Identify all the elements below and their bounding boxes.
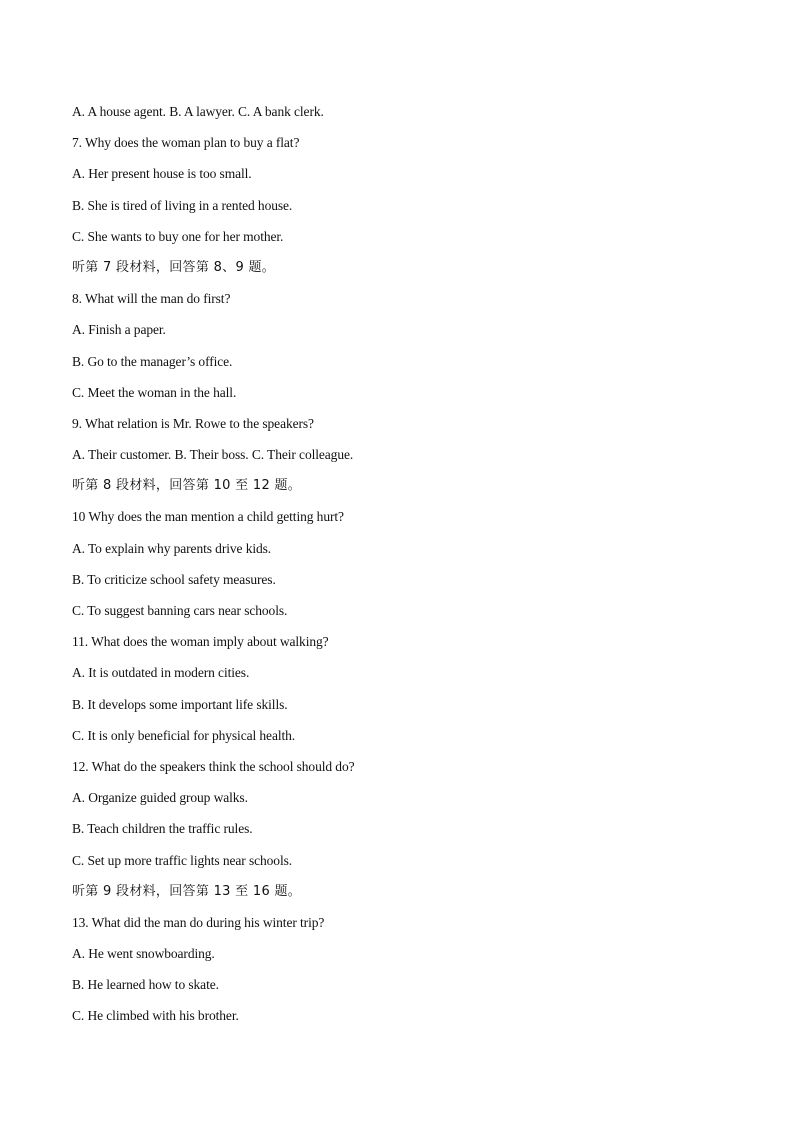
question-line: 9. What relation is Mr. Rowe to the speakers?: [72, 415, 314, 431]
answer-option-line: C. He climbed with his brother.: [72, 1008, 239, 1024]
question-line: 13. What did the man do during his winter trip?: [72, 914, 325, 930]
section-instruction-line: 听第 7 段材料，回答第 8、9 题。: [72, 259, 276, 275]
document-text-block: [72, 102, 732, 1038]
answer-option-line: B. Go to the manager’s office.: [72, 353, 233, 369]
question-line: 11. What does the woman imply about walking?: [72, 634, 329, 650]
question-line: 10 Why does the man mention a child getting hurt?: [72, 509, 344, 525]
answer-option-line: C. Meet the woman in the hall.: [72, 384, 237, 400]
question-line: 12. What do the speakers think the school should do?: [72, 758, 355, 774]
answer-option-line: A. A house agent. B. A lawyer. C. A bank clerk.: [72, 104, 324, 119]
answer-option-line: C. She wants to buy one for her mother.: [72, 228, 284, 244]
answer-option-line: B. It develops some important life skills.: [72, 696, 288, 712]
question-line: 7. Why does the woman plan to buy a flat?: [72, 135, 300, 151]
answer-option-line: B. Teach children the traffic rules.: [72, 821, 253, 837]
answer-option-line: A. To explain why parents drive kids.: [72, 540, 272, 556]
answer-option-line: C. Set up more traffic lights near schools.: [72, 852, 293, 868]
section-instruction-line: 听第 8 段材料，回答第 10 至 12 题。: [72, 478, 302, 494]
answer-option-line: B. She is tired of living in a rented house.: [72, 197, 293, 213]
answer-option-line: C. To suggest banning cars near schools.: [72, 603, 288, 618]
answer-option-line: B. He learned how to skate.: [72, 977, 219, 993]
answer-option-line: A. He went snowboarding.: [72, 946, 215, 962]
answer-option-line: A. Organize guided group walks.: [72, 790, 248, 806]
answer-option-line: A. Their customer. B. Their boss. C. Their colleague.: [72, 447, 354, 463]
answer-option-line: C. It is only beneficial for physical health.: [72, 727, 296, 743]
answer-option-line: B. To criticize school safety measures.: [72, 571, 276, 587]
answer-option-line: A. It is outdated in modern cities.: [72, 665, 250, 681]
question-line: 8. What will the man do first?: [72, 291, 231, 307]
section-instruction-line: 听第 9 段材料，回答第 13 至 16 题。: [72, 883, 302, 899]
answer-option-line: A. Finish a paper.: [72, 322, 166, 338]
answer-option-line: A. Her present house is too small.: [72, 166, 252, 182]
